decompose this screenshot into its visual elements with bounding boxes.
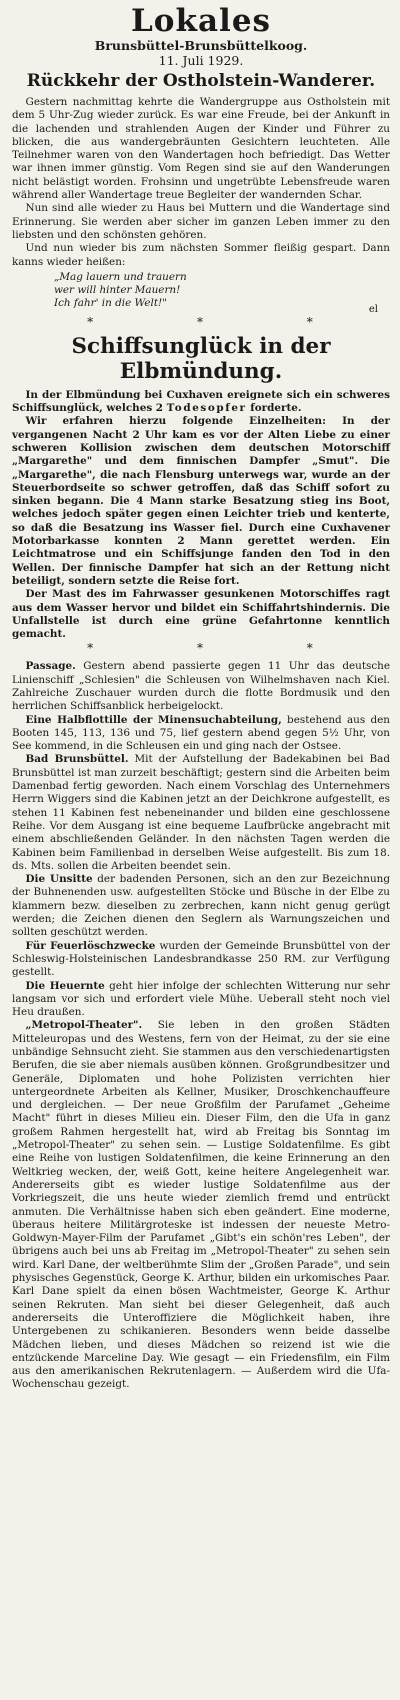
headline-wanderer: Rückkehr der Ostholstein-Wanderer. <box>26 71 376 91</box>
poem-line: Ich fahr' in die Welt!" <box>54 297 167 310</box>
news-items <box>12 660 390 1391</box>
poem-line: „Mag lauern und trauern <box>54 270 187 283</box>
item-metropol-theater: „Metropol-Theater". Sie leben in den großen Städten Mitteleuropas und des Westens, fern von der Heimat, zu der sie eine unbändige Sehnsucht zieht. Sie stammen aus den verschiedenartigsten Berufen, die sie aber niemals ausüben können. Großgrundbesitzer und Generäle, Diplomaten und hohe Polizisten verrichten hier untergeordnete Arbeiten als Kellner, Musiker, Droschkenchauffeure und dergleichen. — Der neue Großfilm der Parufamet „Geheime Macht" führt in dieses Milieu ein. Dieser Film, den die Ufa in ganz großem Rahmen hergestellt hat, wird ab Freitag bis Sonntag im „Metropol-Theater" zu sehen sein. — Lustige Soldatenfilme. Es gibt eine Reihe von lustigen Soldatenfilmen, die keine Erinnerung an den Weltkrieg wecken, der, weiß Gott, keine heitere Angelegenheit war. Andererseits gibt es wieder lustige Soldatenfilme aus der Vorkriegszeit, die uns heute wieder ziemlich fremd und entrückt anmuten. Die Verhältnisse haben sich eben geändert. Eine moderne, überaus heitere Militärgroteske ist indessen der neueste Metro-Goldwyn-Mayer-Film der Parufamet „Gibt's ein schön'res Leben", der übrigens auch bei uns ab Freitag im „Metropol-Theater" zu sehen sein wird. Karl Dane, der weltberühmte Slim der „Großen Parade", und sein physisches Gegenstück, George K. Arthur, bilden ein urkomisches Paar. Karl Dane spielt da einen bösen Wachtmeister, George K. Arthur seinen Rekruten. Man sieht bei dieser Gelegenheit, daß auch andererseits die Unteroffiziere die Möglichkeit haben, ihre Untergebenen zu schikanieren. Besonders wenn beide dasselbe Mädchen lieben, und dieses Mädchen so reizend ist wie die entzückende Marceline Day. Wie gesagt — ein Friedensfilm, ein Film aus den amerikanischen Rekrutenlagern. — Außerdem wird die Ufa-Wochenschau gezeigt. <box>12 1019 390 1391</box>
paragraph: Nun sind alle wieder zu Haus bei Muttern und die Wandertage sind Erinnerung. Sie werden aber sicher im ganzen Leben immer zu den liebsten und den schönsten gehören. <box>12 202 390 241</box>
item-feuerloeschzwecke: Für Feuerlöschzwecke wurden der Gemeinde Brunsbüttel von der Schleswig-Holsteinischen Landesbrandkasse 250 RM. zur Verfügung gestellt. <box>12 939 390 979</box>
paragraph: In der Elbmündung bei Cuxhaven ereignete sich ein schweres Schiffsunglück, welches 2 Todesopfer forderte. <box>12 388 390 415</box>
location-line: Brunsbüttel-Brunsbüttelkoog. <box>94 38 308 53</box>
separator-stars: * * * <box>87 641 363 656</box>
masthead <box>12 4 390 68</box>
poem-line: wer will hinter Mauern! <box>54 284 181 297</box>
item-unsitte: Die Unsitte der badenden Personen, sich an den zur Bezeichnung der Buhnenenden usw. aufgestellten Stöcke und Büsche in der Elbe zu klammern bezw. dieselben zu zerbrechen, kann nicht genug gerügt werden; die Zeichen dienen den Seglern als Warnungszeichen und sollten geschützt werden. <box>12 873 390 939</box>
paragraph: Gestern nachmittag kehrte die Wandergruppe aus Ostholstein mit dem 5 Uhr-Zug wieder zurück. Es war eine Freude, bei der Ankunft in die lachenden und strahlenden Augen der Kinder und Führer zu blicken, die aus wandergebräunten Gesichtern leuchteten. Alle Teilnehmer waren von den Wandertagen hoch befriedigt. Das Wetter war ihnen immer günstig. Vom Regen sind sie auf den Wanderungen nicht belästigt worden. Frohsinn und ungetrübte Lebensfreude waren während aller Wandertage treue Begleiter der wandernden Schar. <box>12 96 390 202</box>
item-halbflottille: Eine Halbflottille der Minensuchabteilung, bestehend aus den Booten 145, 113, 136 und 75, lief gestern abend gegen 5½ Uhr, von See kommend, in die Schleusen ein und ging nach der Ostsee. <box>12 713 390 753</box>
separator-stars: * * * <box>87 314 363 329</box>
article-schiffsunglueck <box>12 334 390 657</box>
author-signature: el <box>368 303 378 315</box>
item-bad-brunsbuettel: Bad Brunsbüttel. Mit der Aufstellung der Badekabinen bei Bad Brunsbüttel ist man zurzeit beschäftigt; gestern sind die Arbeiten beim Damenbad fertig geworden. Nach einem Vorschlag des Unternehmers Herrn Wiggers sind die Kabinen jetzt an der Deichkrone aufgestellt, es stehen 11 Kabinen fest nebeneinander und bilden eine geschlossene Reihe. Vor dem Ausgang ist eine bequeme Laufbrücke angebracht mit einem abschließenden Geländer. In den nächsten Tagen werden die Kabinen beim Familienbad in derselben Weise aufgestellt. Bis zum 18. ds. Mts. sollen die Arbeiten beendet sein. <box>12 753 390 872</box>
item-passage: Passage. Gestern abend passierte gegen 11 Uhr das deutsche Linienschiff „Schlesien" die Schleusen von Wilhelmshaven nach Kiel. Zahlreiche Zuschauer wurden durch die flotte Bordmusik und den herrlichen Schiffsanblick herbeigelockt. <box>12 660 390 713</box>
date-line: 11. Juli 1929. <box>158 53 244 68</box>
paragraph: Wir erfahren hierzu folgende Einzelheiten: In der vergangenen Nacht 2 Uhr kam es vor der Alten Liebe zu einer schweren Kollision zwischen dem deutschen Motorschiff „Margarethe" und dem finnischen Dampfer „Smut". Die „Margarethe", die nach Flensburg unterwegs war, wurde an der Steuerbordseite so schwer getroffen, daß das Schiff sofort zu sinken begann. Die 4 Mann starke Besatzung stieg ins Boot, welches jedoch später gegen einen Leichter trieb und kenterte, so daß die Besatzung ins Wasser fiel. Durch eine Cuxhavener Motorbarkasse konnten 2 Mann gerettet werden. Ein Leichtmatrose und ein Schiffsjunge fanden den Tod in den Wellen. Der finnische Dampfer hat sich an der Rettung nicht beteiligt, sondern setzte die Reise fort. <box>12 415 390 587</box>
paragraph: Der Mast des im Fahrwasser gesunkenen Motorschiffes ragt aus dem Wasser hervor und bildet ein Schiffahrtshindernis. Die Unfallstelle ist durch eine grüne Gefahrtonne kenntlich gemacht. <box>12 588 390 641</box>
article-wanderer <box>12 71 390 330</box>
paragraph: Und nun wieder bis zum nächsten Sommer fleißig gespart. Dann kanns wieder heißen: <box>12 242 390 268</box>
item-heuernte: Die Heuernte geht hier infolge der schlechten Witterung nur sehr langsam vor sich und erfordert viele Mühe. Ueberall steht noch viel Heu draußen. <box>12 979 390 1019</box>
headline-schiffsunglueck: Schiffsunglück in der Elbmündung. <box>71 333 331 384</box>
section-title: Lokales <box>131 3 271 39</box>
